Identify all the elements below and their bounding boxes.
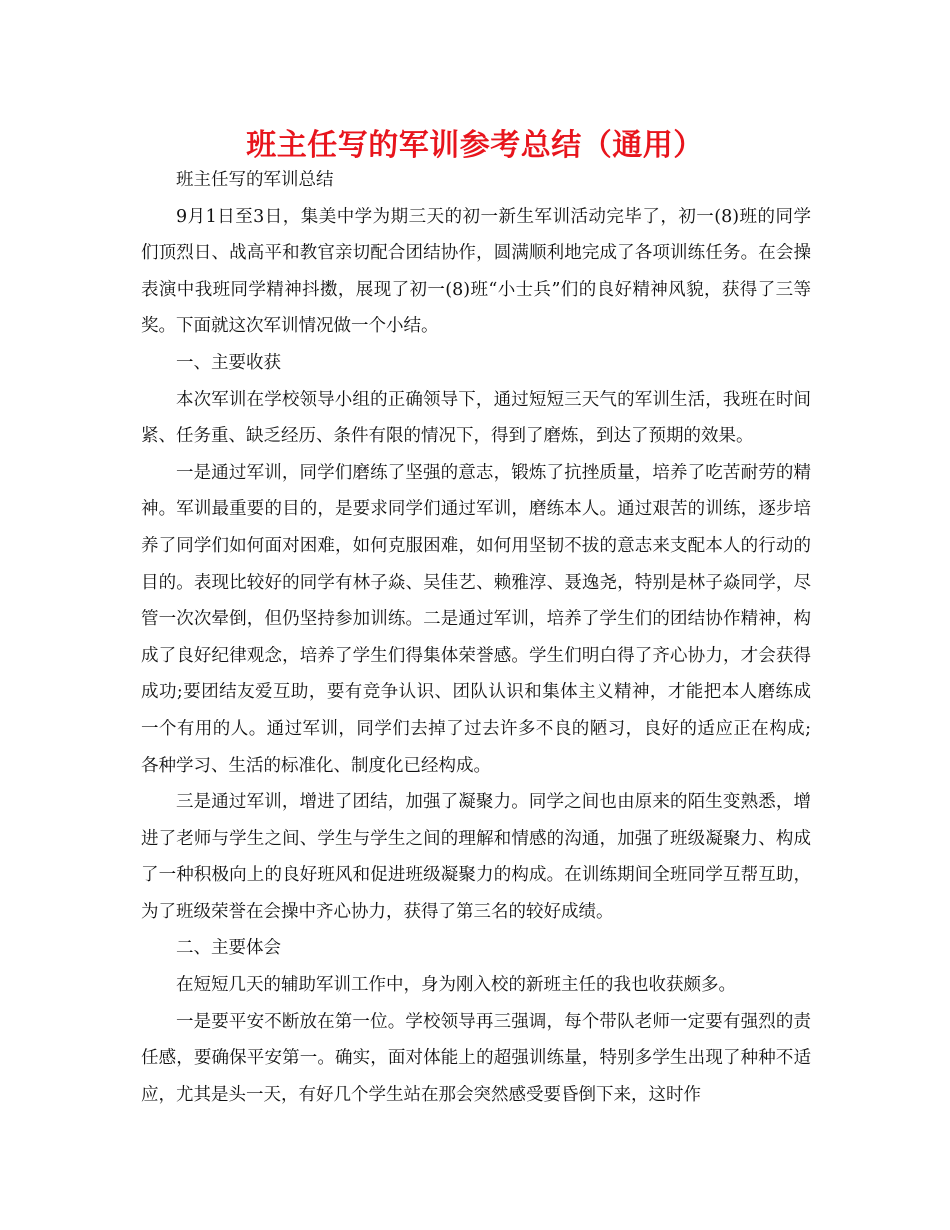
paragraph: 一是通过军训，同学们磨练了坚强的意志，锻炼了抗挫质量，培养了吃苦耐劳的精神。军训最重要的目的，是要求同学们通过军训，磨练本人。通过艰苦的训练，逐步培养了同学们如何面对困难，如何克服困难，如何用坚韧不拔的意志来支配本人的行动的目的。表现比较好的同学有林子焱、吴佳艺、赖雅淳、聂逸尧，特别是林子焱同学，尽管一次次晕倒，但仍坚持参加训练。二是通过军训，培养了学生们的团结协作精神，构成了良好纪律观念，培养了学生们得集体荣誉感。学生们明白得了齐心协力，才会获得成功;要团结友爱互助，要有竞争认识、团队认识和集体主义精神，才能把本人磨练成一个有用的人。通过军训，同学们去掉了过去许多不良的陋习，良好的适应正在构成;各种学习、生活的标准化、制度化已经构成。 [141, 462, 811, 776]
paragraph-intro: 9月1日至3日，集美中学为期三天的初一新生军训活动完毕了，初一(8)班的同学们顶烈日、战高平和教官亲切配合团结协作，圆满顺利地完成了各项训练任务。在会操表演中我班同学精神抖擞，展现了初一(8)班“小士兵”们的良好精神风貌，获得了三等奖。下面就这次军训情况做一个小结。 [141, 206, 811, 337]
section-heading-experience: 二、主要体会 [176, 938, 281, 959]
paragraph: 三是通过军训，增进了团结，加强了凝聚力。同学之间也由原来的陌生变熟悉，增进了老师与学生之间、学生与学生之间的理解和情感的沟通，加强了班级凝聚力、构成了一种积极向上的良好班风和促进班级凝聚力的构成。在训练期间全班同学互帮互助，为了班级荣誉在会操中齐心协力，获得了第三名的较好成绩。 [141, 792, 811, 922]
section-heading-gains: 一、主要收获 [176, 352, 281, 373]
paragraph: 在短短几天的辅助军训工作中，身为刚入校的新班主任的我也收获颇多。 [176, 975, 736, 996]
paragraph-subtitle: 班主任写的军训总结 [176, 170, 334, 190]
paragraph: 一是要平安不断放在第一位。学校领导再三强调，每个带队老师一定要有强烈的责任感，要确保平安第一。确实，面对体能上的超强训练量，特别多学生出现了种种不适应，尤其是头一天，有好几个学生站在那会突然感受要昏倒下来，这时作 [141, 1011, 811, 1105]
document-title: 班主任写的军训参考总结（通用） [246, 128, 704, 163]
document-body [141, 162, 811, 1113]
paragraph: 本次军训在学校领导小组的正确领导下，通过短短三天气的军训生活，我班在时间紧、任务重、缺乏经历、条件有限的情况下，得到了磨炼，到达了预期的效果。 [141, 389, 811, 447]
